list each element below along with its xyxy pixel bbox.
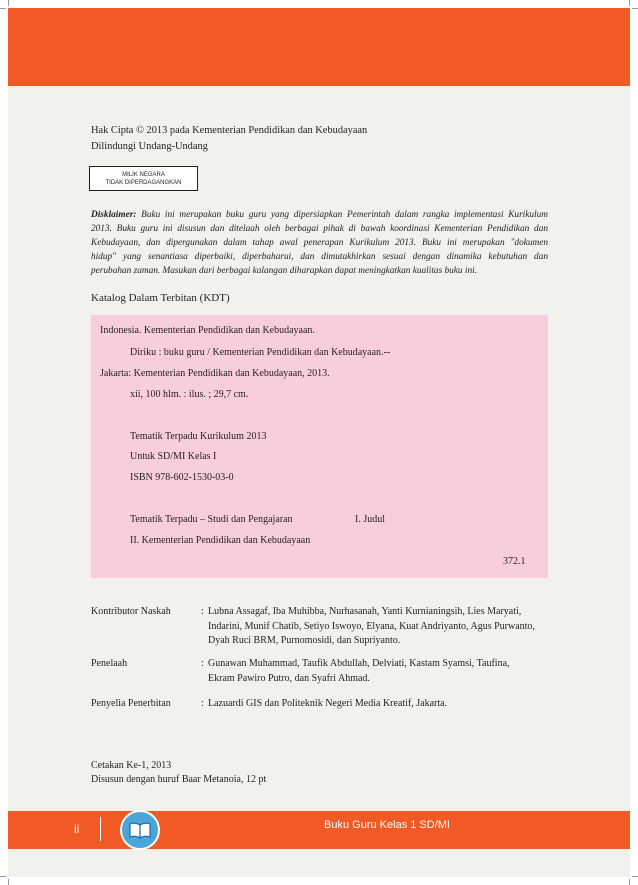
footer-divider (100, 817, 101, 841)
crop-mark (0, 8, 6, 9)
reviewers-list (208, 657, 510, 686)
header-band (8, 8, 630, 86)
crop-mark (629, 879, 630, 885)
disclaimer-line: perubahan zaman. Masukan dari berbagai kalangan diharapkan dapat meningkatkan kualitas buku ini. (91, 266, 478, 276)
footer-book-title: Buku Guru Kelas 1 SD/MI (324, 819, 450, 831)
edition-line: Cetakan Ke-1, 2013 (91, 760, 172, 771)
reviewers-line: Ekram Pawiro Putro, dan Syafri Ahmad. (208, 672, 370, 684)
publisher-colon: : (201, 698, 204, 709)
protection-notice: Dilindungi Undang-Undang (91, 141, 208, 152)
kdt-subject-1-tag: I. Judul (355, 514, 385, 525)
crop-mark (632, 8, 638, 9)
contributors-line: Dyah Ruci BRM, Purnomosidi, dan Supriyanto. (208, 635, 401, 646)
publisher-label: Penyelia Penerbitan (91, 698, 171, 709)
reviewers-colon: : (201, 658, 204, 669)
crop-mark (8, 879, 9, 885)
page-number: ii (74, 822, 80, 836)
kdt-pages: xii, 100 hlm. : ilus. ; 29,7 cm. (130, 389, 249, 400)
kdt-heading: Katalog Dalam Terbitan (KDT) (91, 292, 230, 304)
contributors-colon: : (201, 606, 204, 617)
contributors-label: Kontributor Naskah (91, 606, 171, 617)
contributors-list (208, 605, 535, 649)
book-badge (120, 810, 160, 850)
typeface-line: Disusun dengan huruf Baar Metanoia, 12 pt (91, 774, 267, 785)
disclaimer-text: Buku ini merupakan buku guru yang dipersiapkan Pemerintah dalam rangka implementasi Kurikulum (136, 210, 548, 220)
kdt-publisher: Jakarta: Kementerian Pendidikan dan Kebudayaan, 2013. (100, 368, 330, 379)
disclaimer-label: Disklaimer: (91, 210, 137, 220)
disclaimer-line: Kebudayaan, dan dipergunakan dalam tahap awal penerapan Kurikulum 2013. Buku ini merupakan "dokumen (91, 238, 548, 248)
crop-mark (632, 876, 638, 877)
stamp-line-2: TIDAK DIPERDAGANGKAN (105, 180, 182, 186)
ownership-stamp (89, 166, 198, 191)
crop-mark (629, 0, 630, 6)
open-book-icon (122, 812, 158, 848)
kdt-subject-2: II. Kementerian Pendidikan dan Kebudayaan (130, 535, 311, 546)
publisher-value: Lazuardi GIS dan Politeknik Negeri Media Kreatif, Jakarta. (208, 698, 448, 709)
kdt-series: Tematik Terpadu Kurikulum 2013 (130, 431, 267, 442)
kdt-classification: 372.1 (503, 556, 526, 567)
disclaimer-line (91, 208, 548, 222)
reviewers-label: Penelaah (91, 658, 128, 669)
contributors-line: Lubna Assagaf, Iba Muhibba, Nurhasanah, Yanti Kurnianingsih, Lies Maryati, (208, 606, 522, 617)
contributors-line: Indarini, Munif Chatib, Setiyo Iswoyo, Elyana, Kuat Andriyanto, Agus Purwanto, (208, 620, 535, 632)
kdt-audience: Untuk SD/MI Kelas I (130, 451, 217, 462)
disclaimer-line: 2013. Buku guru ini disusun dan ditelaah oleh berbagai pihak di bawah koordinasi Kementerian Pendidikan dan (91, 224, 548, 234)
copyright-line: Hak Cipta © 2013 pada Kementerian Pendidikan dan Kebudayaan (91, 125, 368, 136)
kdt-title: Diriku : buku guru / Kementerian Pendidikan dan Kebudayaan.-- (130, 347, 391, 358)
crop-mark (0, 876, 6, 877)
kdt-subject-1: Tematik Terpadu – Studi dan Pengajaran (130, 514, 293, 525)
crop-mark (8, 0, 9, 6)
stamp-line-1: MILIK NEGARA (122, 172, 165, 178)
disclaimer-line: hidup" yang senantiasa diperbaiki, diperbaharui, dan dimutakhirkan sesuai dengan dinamika kebutuhan dan (91, 252, 548, 262)
kdt-isbn: ISBN 978-602-1530-03-0 (130, 472, 234, 483)
disclaimer-paragraph (91, 208, 548, 278)
reviewers-line: Gunawan Muhammad, Taufik Abdullah, Delviati, Kastam Syamsi, Taufina, (208, 658, 510, 669)
kdt-author: Indonesia. Kementerian Pendidikan dan Kebudayaan. (100, 325, 315, 336)
